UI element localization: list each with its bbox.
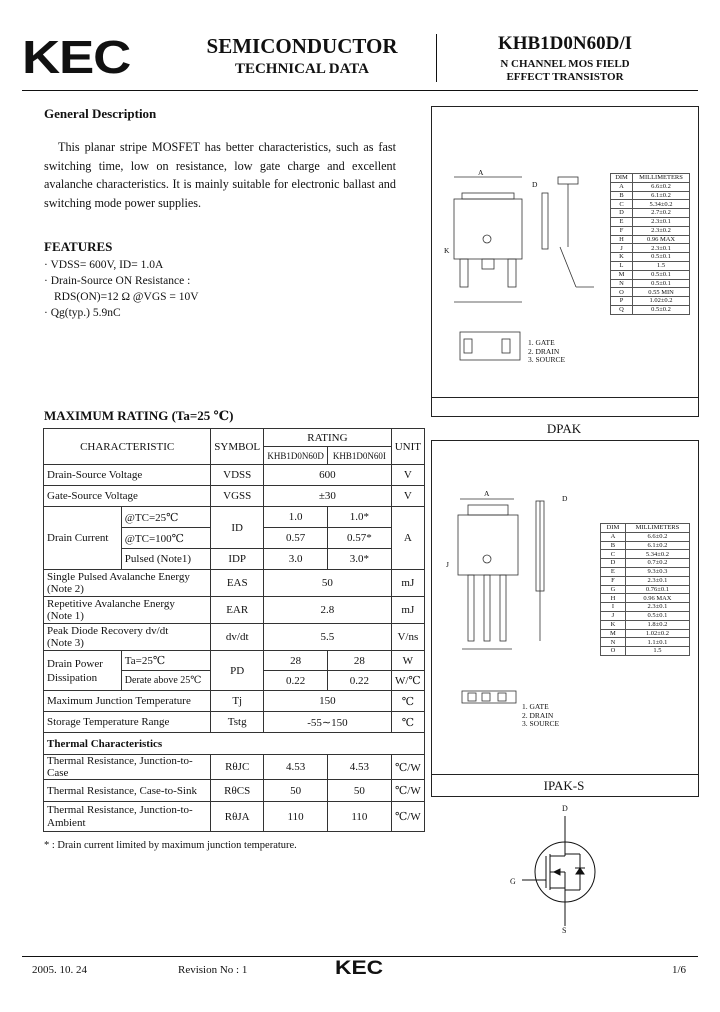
dpak-dim-row [611,270,690,279]
ipak-dim-row [601,550,690,559]
row-name-line2: (Note 1) [47,610,84,622]
dpak-dim-value: MILLIMETERS [633,174,690,183]
row-value-d: 0.22 [264,671,328,691]
table-row [44,780,425,802]
row-name-line2: Ambient [47,816,86,829]
row-name [44,570,211,597]
table-row [44,597,425,624]
dpak-dim-d: D [532,180,538,189]
table-row [44,691,425,712]
dpak-dim-row [611,200,690,209]
dpak-dim-letter: Q [611,305,633,314]
dpak-dim-value: 6.1±0.2 [633,191,690,200]
ipak-dim-row [601,532,690,541]
row-value-d: 50 [264,780,328,802]
row-value-i: 110 [328,802,392,832]
dpak-pin-3: 3. SOURCE [528,355,566,364]
ipak-dim-row [601,567,690,576]
ipak-dim-row [601,629,690,638]
ipak-dim-letter: D [601,559,626,568]
row-condition: @TC=100℃ [121,528,211,549]
ipak-dim-value: 5.34±0.2 [625,550,689,559]
ipak-dim-row [601,611,690,620]
rating-heading: MAXIMUM RATING (Ta=25 ℃) [44,408,234,423]
ipak-dim-row [601,638,690,647]
row-value-d: 4.53 [264,755,328,780]
dpak-dim-row [611,217,690,226]
row-value-d: 1.0 [264,507,328,528]
row-name: Drain-Source Voltage [44,465,211,486]
row-value-i: 0.57* [328,528,392,549]
row-symbol: VGSS [211,486,264,507]
ipak-dim-value: 1.5 [625,647,689,656]
dpak-dim-row [611,209,690,218]
col-khb1d0n60d: KHB1D0N60D [264,447,328,465]
row-condition: Pulsed (Note1) [121,549,211,570]
row-name-line2: (Note 3) [47,637,84,649]
ipak-dim-row [601,594,690,603]
row-value-i: 28 [328,651,392,671]
row-value-i: 4.53 [328,755,392,780]
features-heading: FEATURES [44,239,113,254]
dpak-dim-value: 2.3±0.1 [633,244,690,253]
ipak-dim-letter: N [601,638,626,647]
row-value-i: 0.22 [328,671,392,691]
footer-page: 1/6 [672,964,687,976]
feature-qg: · Qg(typ.) 5.9nC [44,307,121,319]
row-symbol: PD [211,651,264,691]
row-symbol: IDP [211,549,264,570]
table-row [44,624,425,651]
dpak-dim-value: 0.5±0.2 [633,305,690,314]
dpak-dim-letter: J [611,244,633,253]
mosfet-symbol-drawing [500,808,630,936]
row-name [44,597,211,624]
dpak-dim-letter: O [611,288,633,297]
ipak-pin-list [522,703,559,729]
row-symbol: Tstg [211,712,264,733]
dpak-dim-letter: DIM [611,174,633,183]
table-row [44,712,425,733]
row-value: -55∼150 [264,712,392,733]
row-name: Drain Current [44,507,122,570]
ipak-dim-value: 2.3±0.1 [625,603,689,612]
ipak-dim-value: 1.1±0.1 [625,638,689,647]
general-heading: General Description [44,106,157,121]
row-unit: ℃/W [391,780,424,802]
ipak-pin-3: 3. SOURCE [522,719,560,728]
thermal-heading: Thermal Characteristics [44,733,425,755]
row-name-line2: (Note 2) [47,583,84,595]
dpak-caption-rule [432,397,698,398]
dpak-dim-row [611,305,690,314]
footer-kec-logo: KEC [335,958,384,979]
dpak-dim-row [611,288,690,297]
row-unit: V [391,465,424,486]
dpak-dim-letter: N [611,279,633,288]
table-row [44,651,425,671]
table-header-row [44,429,425,447]
dpak-dim-letter: B [611,191,633,200]
ipak-dim-letter: H [601,594,626,603]
row-value-i: 3.0* [328,549,392,570]
row-name: Gate-Source Voltage [44,486,211,507]
row-unit: ℃ [391,712,424,733]
row-name-line1: Drain Power [47,657,103,670]
dpak-dim-letter: F [611,226,633,235]
dpak-dim-value: 6.6±0.2 [633,182,690,191]
ipak-dim-value: MILLIMETERS [625,524,689,533]
row-name-line2: Dissipation [47,671,98,684]
row-name-line1: Peak Diode Recovery dv/dt [47,625,169,637]
dpak-dim-letter: M [611,270,633,279]
header-subtitle: TECHNICAL DATA [234,61,370,77]
row-symbol: Tj [211,691,264,712]
ipak-dim-letter: M [601,629,626,638]
row-value: 600 [264,465,392,486]
header-title: SEMICONDUCTOR [206,34,398,58]
row-symbol: dv/dt [211,624,264,651]
row-symbol: RθCS [211,780,264,802]
row-symbol: EAR [211,597,264,624]
row-unit: W [391,651,424,671]
row-unit: ℃/W [391,755,424,780]
dpak-dim-row [611,261,690,270]
ipak-dim-letter: J [601,611,626,620]
ipak-caption: IPAK-S [543,778,585,793]
symbol-source-label: S [562,926,567,935]
table-row [44,507,425,528]
dpak-dim-row [611,244,690,253]
row-value-d: 110 [264,802,328,832]
ipak-dim-row [601,541,690,550]
ipak-dim-letter: C [601,550,626,559]
dpak-dim-letter: D [611,209,633,218]
dpak-caption: DPAK [546,421,582,436]
row-name-line1: Single Pulsed Avalanche Energy [47,571,190,583]
row-value: 150 [264,691,392,712]
row-unit: mJ [391,570,424,597]
row-symbol: VDSS [211,465,264,486]
ipak-dim-letter: E [601,567,626,576]
dpak-dim-value: 0.96 MAX [633,235,690,244]
row-name [44,802,211,832]
ipak-dim-row [601,585,690,594]
row-name-line1: Thermal Resistance, Junction-to- [47,803,193,816]
table-row [44,755,425,780]
col-characteristic: CHARACTERISTIC [44,429,211,465]
dpak-dim-row [611,235,690,244]
dpak-dim-row [611,182,690,191]
row-value-i: 50 [328,780,392,802]
row-unit: W/℃ [391,671,424,691]
part-number: KHB1D0N60D/I [497,33,633,54]
ipak-dim-letter: I [601,603,626,612]
row-condition: Ta=25℃ [121,651,211,671]
device-type-line2: EFFECT TRANSISTOR [506,71,624,83]
ipak-dim-row [601,559,690,568]
row-condition: Derate above 25℃ [121,671,211,691]
ipak-dim-row [601,647,690,656]
row-name-line1: Repetitive Avalanche Energy [47,598,175,610]
ipak-dim-letter: A [601,532,626,541]
row-symbol: RθJA [211,802,264,832]
dpak-dim-value: 5.34±0.2 [633,200,690,209]
row-condition: @TC=25℃ [121,507,211,528]
ipak-dim-letter: K [601,620,626,629]
row-value-d: 28 [264,651,328,671]
ipak-dim-value: 0.76±0.1 [625,585,689,594]
ipak-dim-letter: B [601,541,626,550]
header-divider [436,34,437,82]
feature-rds-value: RDS(ON)=12 Ω @VGS = 10V [54,291,199,303]
kec-logo: KEC [22,31,131,83]
row-name: Thermal Resistance, Junction-to-Case [44,755,211,780]
row-name: Storage Temperature Range [44,712,211,733]
row-name [44,624,211,651]
symbol-drain-label: D [562,804,568,813]
dpak-dim-a: A [478,168,484,177]
ipak-dim-value: 0.5±0.1 [625,611,689,620]
dpak-pin-1: 1. GATE [528,338,555,347]
dpak-dim-letter: K [611,253,633,262]
row-symbol: ID [211,507,264,549]
col-symbol: SYMBOL [211,429,264,465]
ipak-dim-value: 2.3±0.1 [625,576,689,585]
device-type-line1: N CHANNEL MOS FIELD [500,58,630,70]
row-value: 2.8 [264,597,392,624]
dpak-dim-letter: E [611,217,633,226]
col-khb1d0n60i: KHB1D0N60I [328,447,392,465]
row-value: 5.5 [264,624,392,651]
ipak-dim-value: 9.3±0.3 [625,567,689,576]
ipak-pin-2: 2. DRAIN [522,710,554,720]
footer-revision: Revision No : 1 [178,964,248,976]
symbol-gate-label: G [510,877,516,886]
row-name: Maximum Junction Temperature [44,691,211,712]
dpak-dim-row [611,253,690,262]
ipak-pin-1: 1. GATE [522,702,549,711]
dpak-pin-list [528,339,565,365]
general-description: This planar stripe MOSFET has better characteristics, such as fast switching time, low on resistance, low gate charge and excellent avalanche characteristics. It is mainly suitable for electronic ballast and switching mode power supplies. [44,140,396,210]
ipak-dim-row [601,603,690,612]
row-unit: mJ [391,597,424,624]
ipak-dim-letter: G [601,585,626,594]
feature-vdss: · VDSS= 600V, ID= 1.0A [44,259,164,271]
drain-current-note: * : Drain current limited by maximum junction temperature. [44,840,297,851]
dpak-dim-value: 0.55 MIN [633,288,690,297]
ipak-dim-value: 0.96 MAX [625,594,689,603]
dpak-dim-value: 0.5±0.1 [633,270,690,279]
row-value-d: 3.0 [264,549,328,570]
dpak-pin-2: 2. DRAIN [528,346,560,356]
table-row [44,486,425,507]
feature-rds-label: · Drain-Source ON Resistance : [44,275,191,287]
ipak-dim-value: 6.6±0.2 [625,532,689,541]
row-value: ±30 [264,486,392,507]
ipak-caption-rule [432,774,698,775]
row-unit: ℃/W [391,802,424,832]
dpak-dim-row [611,174,690,183]
footer-rule [22,956,698,957]
rating-table [43,428,425,832]
ipak-dim-letter: DIM [601,524,626,533]
dpak-dim-value: 0.5±0.1 [633,279,690,288]
dpak-dim-row [611,226,690,235]
row-unit: A [391,507,424,570]
ipak-dim-letter: O [601,647,626,656]
row-symbol: EAS [211,570,264,597]
dpak-dim-value: 2.3±0.1 [633,217,690,226]
row-value: 50 [264,570,392,597]
dpak-dim-letter: H [611,235,633,244]
ipak-dim-value: 0.7±0.2 [625,559,689,568]
dpak-dim-letter: C [611,200,633,209]
dpak-dim-value: 2.7±0.2 [633,209,690,218]
dpak-dim-letter: P [611,297,633,306]
row-value-d: 0.57 [264,528,328,549]
dpak-dim-value: 1.5 [633,261,690,270]
footer-date: 2005. 10. 24 [32,964,87,976]
ipak-dimension-table [600,523,690,656]
dpak-dim-row [611,279,690,288]
ipak-dim-value: 1.8±0.2 [625,620,689,629]
ipak-dim-letter: F [601,576,626,585]
row-name [44,651,122,691]
row-unit: V/ns [391,624,424,651]
ipak-dim-j: J [446,560,449,569]
ipak-dim-value: 1.02±0.2 [625,629,689,638]
row-unit: ℃ [391,691,424,712]
table-row [44,802,425,832]
ipak-dim-row [601,576,690,585]
table-row [44,570,425,597]
table-row [44,465,425,486]
thermal-heading-row [44,733,425,755]
col-unit: UNIT [391,429,424,465]
row-value-i: 1.0* [328,507,392,528]
dpak-dim-row [611,191,690,200]
dpak-dimension-table [610,173,690,315]
ipak-dim-row [601,524,690,533]
mosfet-symbol [500,804,630,936]
ipak-drawing-box [431,440,699,797]
dpak-dim-value: 2.3±0.2 [633,226,690,235]
ipak-dim-value: 6.1±0.2 [625,541,689,550]
device-type [445,58,685,84]
row-unit: V [391,486,424,507]
dpak-dim-k: K [444,246,450,255]
row-name: Thermal Resistance, Case-to-Sink [44,780,211,802]
dpak-dim-letter: L [611,261,633,270]
header-rule [22,90,698,91]
col-rating: RATING [264,429,392,447]
dpak-drawing-box [431,106,699,417]
dpak-dim-letter: A [611,182,633,191]
row-symbol: RθJC [211,755,264,780]
ipak-dim-a: A [484,489,490,498]
dpak-dim-value: 0.5±0.1 [633,253,690,262]
ipak-dim-row [601,620,690,629]
dpak-dim-row [611,297,690,306]
ipak-dim-d: D [562,494,568,503]
dpak-dim-value: 1.02±0.2 [633,297,690,306]
